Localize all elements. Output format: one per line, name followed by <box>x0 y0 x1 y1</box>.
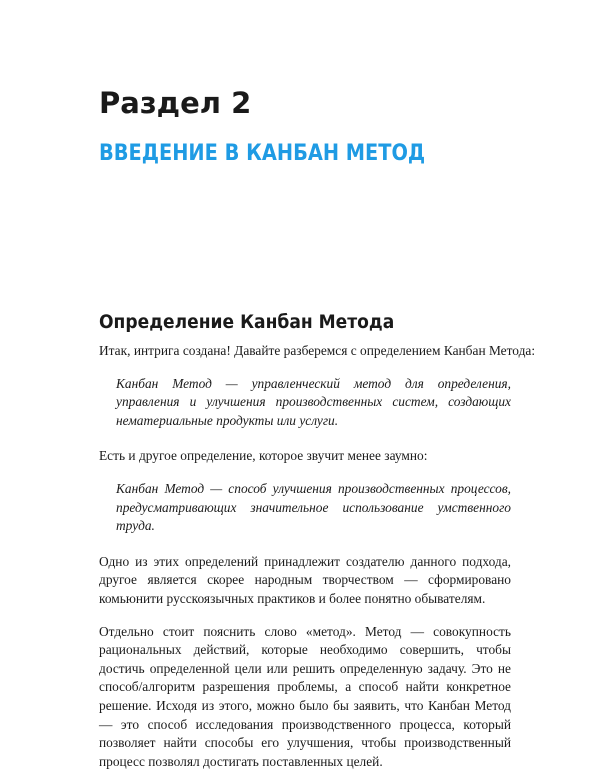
paragraph-authorship: Одно из этих определений принадлежит создателю данного подхода, другое является скорее народным творчеством — сформировано комьюнити русскоязычных практиков и более понятно обывателям. <box>99 553 511 606</box>
definition-quote-1: Канбан Метод — управленческий метод для определения, управления и улучшения производственных систем, создающих нематериальные продукты или услуги. <box>116 375 511 428</box>
paragraph-method: Отдельно стоит пояснить слово «метод». Метод — совокупность рациональных действий, которые необходимо совершить, чтобы достичь определенной цели или решить определенную задачу. Это не способ/алгоритм разрешения проблемы, а способ найти конкретное решение. Исходя из этого, можно было бы заявить, что Канбан Метод — это способ исследования производственного процесса, который позволяет найти способы его улучшения, чтобы производственный процесс позволял достигать поставленных целей. <box>99 623 511 769</box>
body-text <box>99 342 536 771</box>
paragraph-second-definition: Есть и другое определение, которое звучит менее заумно: <box>99 448 428 464</box>
part-title: ВВЕДЕНИЕ В КАНБАН МЕТОД <box>99 141 426 166</box>
paragraph-intro: Итак, интрига создана! Давайте разберемся с определением Канбан Метода: <box>99 343 536 358</box>
part-label: Раздел 2 <box>99 86 252 120</box>
section-heading: Определение Канбан Метода <box>99 311 395 333</box>
definition-quote-2: Канбан Метод — способ улучшения производственных процессов, предусматривающих значительное использование умственного труда. <box>116 480 511 534</box>
